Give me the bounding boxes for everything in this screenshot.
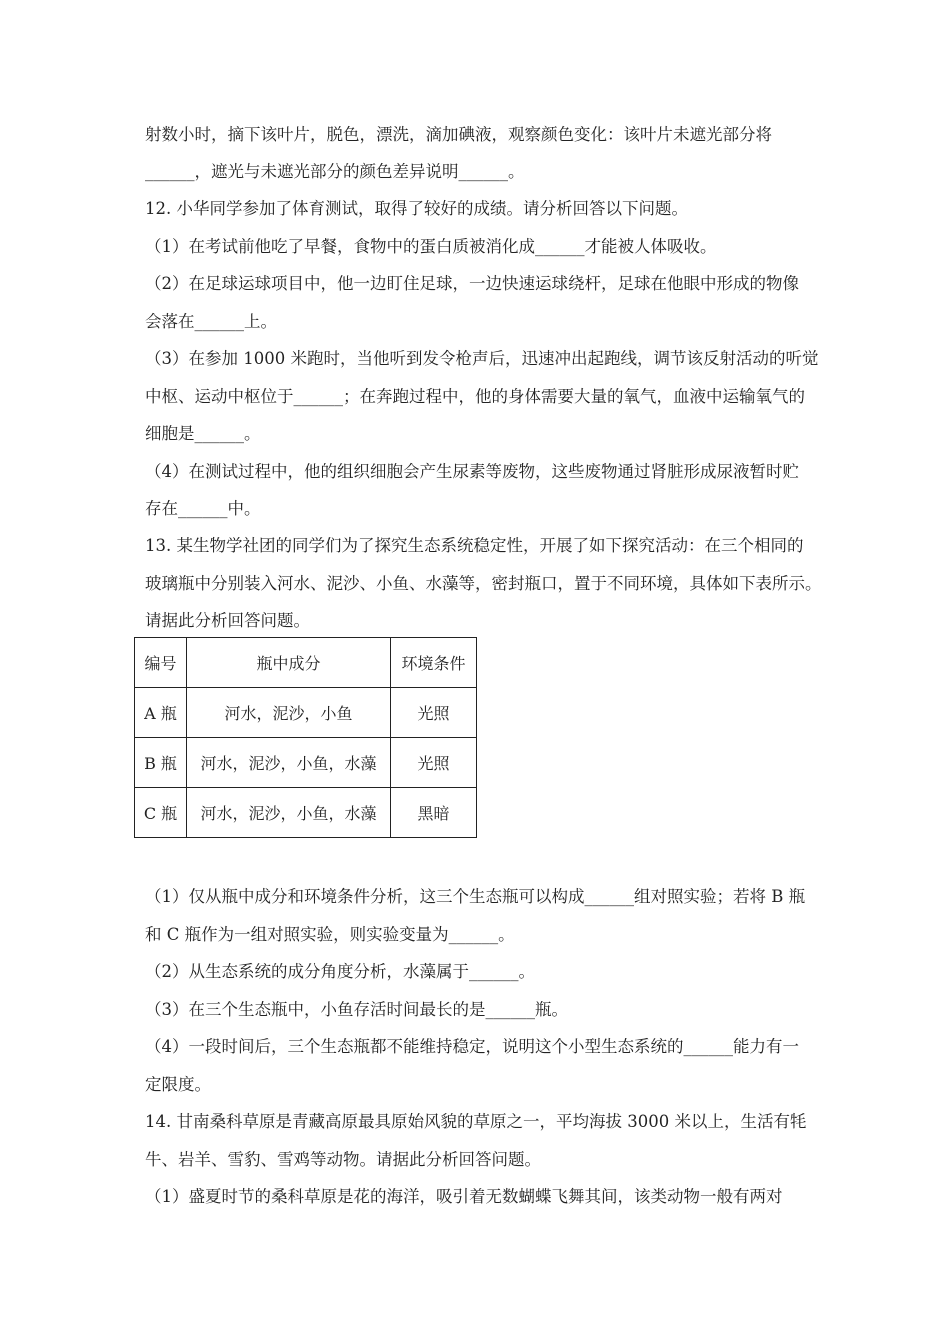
table-cell: C 瓶 [135, 788, 187, 838]
question-12-stem: 12. 小华同学参加了体育测试，取得了较好的成绩。请分析回答以下问题。 [145, 199, 688, 218]
text-line: 玻璃瓶中分别装入河水、泥沙、小鱼、水藻等，密封瓶口，置于不同环境，具体如下表所示。 [145, 574, 822, 593]
text-line: 会落在______上。 [145, 312, 277, 331]
text-line: 和 C 瓶作为一组对照实验，则实验变量为______。 [145, 925, 515, 944]
table-row [135, 738, 477, 788]
text-line: 请据此分析回答问题。 [145, 611, 310, 630]
question-14-part-1: （1）盛夏时节的桑科草原是花的海洋，吸引着无数蝴蝶飞舞其间，该类动物一般有两对 [145, 1187, 783, 1206]
table-cell: 河水，泥沙，小鱼，水藻 [187, 738, 391, 788]
question-13-part-3: （3）在三个生态瓶中，小鱼存活时间最长的是______瓶。 [145, 1000, 568, 1019]
text-line: 中枢、运动中枢位于______；在奔跑过程中，他的身体需要大量的氧气，血液中运输氧气的 [145, 387, 805, 406]
experiment-table [134, 637, 477, 838]
question-14-stem: 14. 甘南桑科草原是青藏高原最具原始风貌的草原之一，平均海拔 3000 米以上，生活有牦 [145, 1112, 807, 1131]
text-line: 射数小时，摘下该叶片，脱色，漂洗，滴加碘液，观察颜色变化：该叶片未遮光部分将 [145, 125, 772, 144]
table-header-cell: 环境条件 [391, 638, 477, 688]
table-cell: 河水，泥沙，小鱼 [187, 688, 391, 738]
table-cell: B 瓶 [135, 738, 187, 788]
question-13-part-2: （2）从生态系统的成分角度分析，水藻属于______。 [145, 962, 535, 981]
question-13-part-4: （4）一段时间后，三个生态瓶都不能维持稳定，说明这个小型生态系统的______能力有一 [145, 1037, 799, 1056]
table-header-cell: 编号 [135, 638, 187, 688]
question-12-part-3: （3）在参加 1000 米跑时，当他听到发令枪声后，迅速冲出起跑线，调节该反射活动的听觉 [145, 349, 819, 368]
question-12-part-2: （2）在足球运球项目中，他一边盯住足球，一边快速运球绕杆，足球在他眼中形成的物像 [145, 274, 799, 293]
text-line: 存在______中。 [145, 499, 261, 518]
question-12-part-4: （4）在测试过程中，他的组织细胞会产生尿素等废物，这些废物通过肾脏形成尿液暂时贮 [145, 462, 799, 481]
text-line: 定限度。 [145, 1075, 211, 1094]
table-cell: A 瓶 [135, 688, 187, 738]
table-cell: 光照 [391, 688, 477, 738]
question-12-part-1: （1）在考试前他吃了早餐，食物中的蛋白质被消化成______才能被人体吸收。 [145, 237, 717, 256]
table-header-cell: 瓶中成分 [187, 638, 391, 688]
question-13-part-1: （1）仅从瓶中成分和环境条件分析，这三个生态瓶可以构成______组对照实验；若将 B 瓶 [145, 887, 806, 906]
text-line: ______，遮光与未遮光部分的颜色差异说明______。 [145, 162, 525, 181]
table-cell: 黑暗 [391, 788, 477, 838]
question-13-stem: 13. 某生物学社团的同学们为了探究生态系统稳定性，开展了如下探究活动：在三个相同的 [145, 536, 804, 555]
table-row [135, 688, 477, 738]
table-cell: 河水，泥沙，小鱼，水藻 [187, 788, 391, 838]
table-row [135, 788, 477, 838]
text-line: 细胞是______。 [145, 424, 261, 443]
table-header-row [135, 638, 477, 688]
table-cell: 光照 [391, 738, 477, 788]
text-line: 牛、岩羊、雪豹、雪鸡等动物。请据此分析回答问题。 [145, 1150, 541, 1169]
